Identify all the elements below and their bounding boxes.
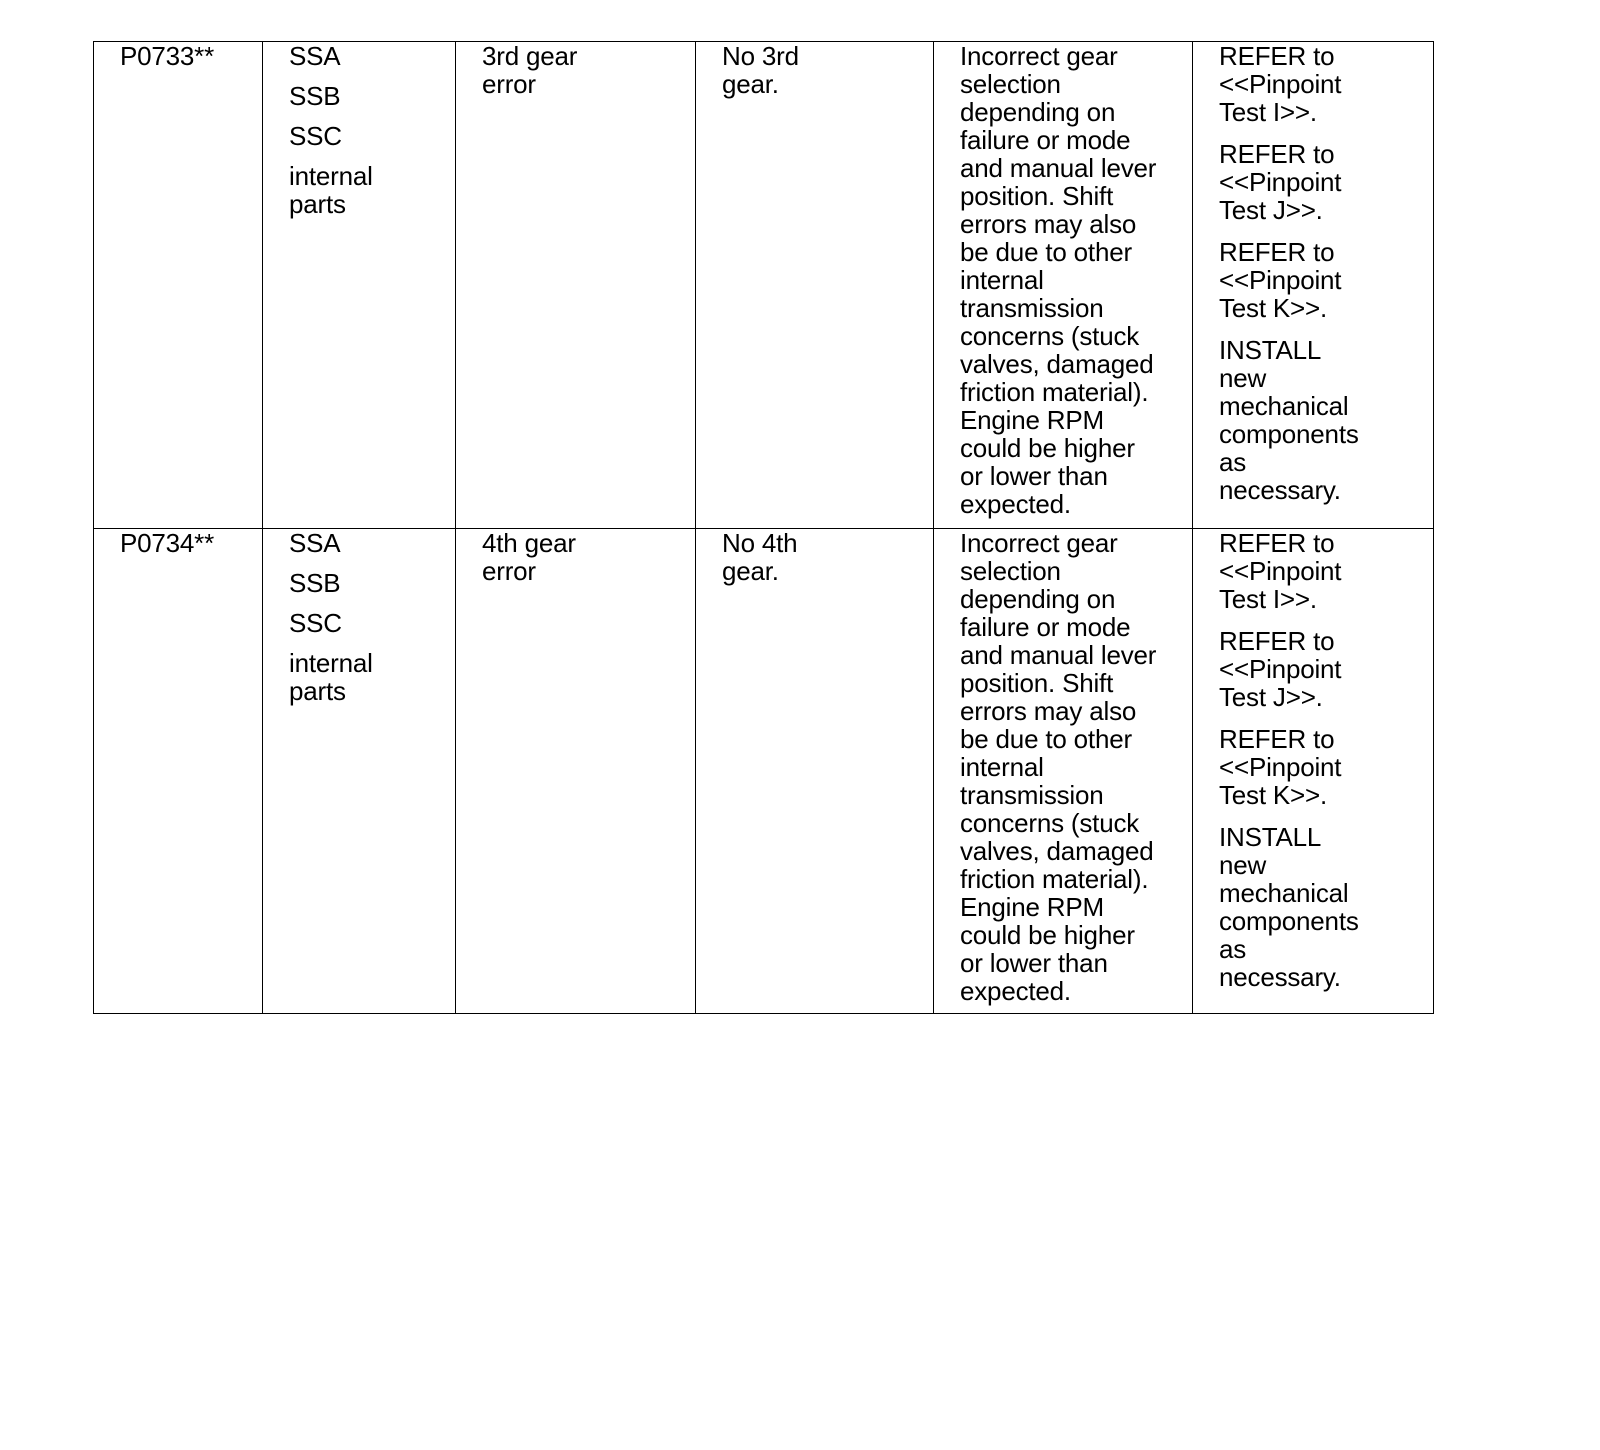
action-item: REFER to <<Pinpoint Test K>>.: [1219, 237, 1342, 323]
symptom-cell: [696, 42, 934, 529]
action-item: INSTALL new mechanical components as necessary.: [1219, 335, 1359, 505]
component-item: SSA: [289, 528, 341, 558]
action-item: REFER to <<Pinpoint Test J>>.: [1219, 139, 1342, 225]
component-item: SSC: [289, 608, 342, 638]
dtc-symptom: No 3rd gear.: [722, 41, 799, 99]
dtc-description: 3rd gear error: [482, 41, 578, 99]
action-item: REFER to <<Pinpoint Test I>>.: [1219, 41, 1342, 127]
component-item: SSC: [289, 121, 342, 151]
dtc-code: P0734**: [120, 528, 215, 558]
action-cell: [1193, 42, 1434, 529]
components-cell: [263, 42, 456, 529]
table-row: [94, 529, 1434, 1014]
component-item: internal parts: [289, 648, 373, 706]
condition-cell: [934, 42, 1193, 529]
action-cell: [1193, 529, 1434, 1014]
dtc-table: [93, 41, 1434, 1014]
dtc-symptom: No 4th gear.: [722, 528, 798, 586]
symptom-cell: [696, 529, 934, 1014]
description-cell: [456, 42, 696, 529]
action-item: REFER to <<Pinpoint Test J>>.: [1219, 626, 1342, 712]
action-item: REFER to <<Pinpoint Test K>>.: [1219, 724, 1342, 810]
component-item: internal parts: [289, 161, 373, 219]
action-item: INSTALL new mechanical components as necessary.: [1219, 822, 1359, 992]
description-cell: [456, 529, 696, 1014]
component-item: SSB: [289, 568, 341, 598]
action-item: REFER to <<Pinpoint Test I>>.: [1219, 528, 1342, 614]
dtc-code-cell: [94, 42, 263, 529]
dtc-condition: Incorrect gear selection depending on failure or mode and manual lever position. Shift errors may also be due to other internal transmission concerns (stuck valves, damaged friction material). Engine RPM could be higher or lower than expected.: [960, 528, 1157, 1006]
dtc-code-cell: [94, 529, 263, 1014]
components-cell: [263, 529, 456, 1014]
dtc-condition: Incorrect gear selection depending on failure or mode and manual lever position. Shift errors may also be due to other internal transmission concerns (stuck valves, damaged friction material). Engine RPM could be higher or lower than expected.: [960, 41, 1157, 519]
dtc-description: 4th gear error: [482, 528, 576, 586]
table-row: [94, 42, 1434, 529]
component-item: SSA: [289, 41, 341, 71]
dtc-code: P0733**: [120, 41, 215, 71]
component-item: SSB: [289, 81, 341, 111]
condition-cell: [934, 529, 1193, 1014]
